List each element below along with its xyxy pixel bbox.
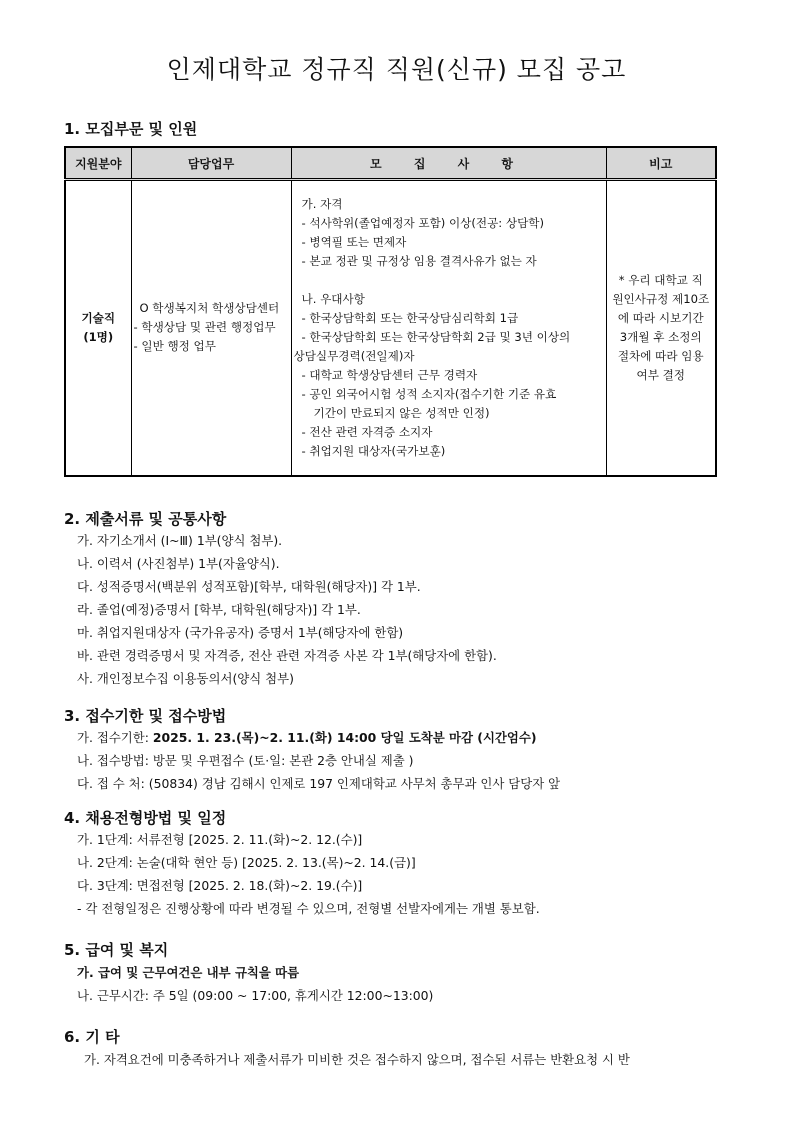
- schedule-item: 다. 3단계: 면접전형 [2025. 2. 18.(화)~2. 19.(수)]: [77, 878, 363, 893]
- page-title: 인제대학교 정규직 직원(신규) 모집 공고: [166, 55, 627, 84]
- section-4-heading: 4. 채용전형방법 및 일정: [64, 809, 227, 827]
- requirements-cell: [291, 180, 606, 476]
- note-line: 절차에 따라 임용: [617, 348, 704, 363]
- doc-item: 다. 성적증명서(백분위 성적포함)[학부, 대학원(해당자)] 각 1부.: [77, 579, 421, 594]
- header-note: 비고: [606, 147, 716, 180]
- deadline-item: [77, 730, 537, 746]
- preference-item: - 한국상담학회 또는 한국상담학회 2급 및 3년 이상의: [301, 329, 571, 344]
- doc-item: 라. 졸업(예정)증명서 [학부, 대학원(해당자)] 각 1부.: [77, 602, 361, 617]
- address-item: 다. 접 수 처: (50834) 경남 김해시 인제로 197 인제대학교 사무처 총무과 인사 담당자 앞: [77, 776, 561, 791]
- recruitment-table: [64, 146, 717, 477]
- section-3-heading: 3. 접수기한 및 접수방법: [64, 707, 227, 725]
- note-line: 여부 결정: [636, 367, 685, 382]
- table-header-row: [65, 147, 716, 180]
- doc-item: 사. 개인정보수집 이용동의서(양식 첨부): [77, 671, 294, 686]
- section-6-heading: 6. 기 타: [64, 1028, 120, 1046]
- doc-item: 바. 관련 경력증명서 및 자격증, 전산 관련 자격증 사본 각 1부(해당자에 한함).: [77, 648, 497, 663]
- preference-item: - 전산 관련 자격증 소지자: [301, 424, 433, 439]
- preferences-title: 나. 우대사항: [301, 291, 365, 306]
- preference-item: - 한국상담학회 또는 한국상담심리학회 1급: [301, 310, 519, 325]
- schedule-item: 나. 2단계: 논술(대학 현안 등) [2025. 2. 13.(목)~2. 14.(금)]: [77, 855, 416, 870]
- qualification-item: - 본교 정관 및 규정상 임용 결격사유가 없는 자: [301, 253, 537, 268]
- preference-item: - 대학교 학생상담센터 근무 경력자: [301, 367, 478, 382]
- header-field: 지원분야: [65, 147, 131, 180]
- salary-item: 가. 급여 및 근무여건은 내부 규칙을 따름: [77, 965, 300, 980]
- doc-item: 나. 이력서 (사진첨부) 1부(자율양식).: [77, 556, 280, 571]
- qualification-item: - 병역필 또는 면제자: [301, 234, 407, 249]
- section-5-heading: 5. 급여 및 복지: [64, 941, 169, 959]
- schedule-item: 가. 1단계: 서류전형 [2025. 2. 11.(화)~2. 12.(수)]: [77, 832, 363, 847]
- note-cell: [606, 180, 716, 476]
- schedule-note: - 각 전형일정은 진행상황에 따라 변경될 수 있으며, 전형별 선발자에게는 개별 통보함.: [77, 901, 540, 916]
- duty-item: - 일반 행정 업무: [133, 339, 216, 354]
- note-line: 3개월 후 소정의: [619, 329, 702, 344]
- table-row: [65, 180, 716, 476]
- qualification-item: - 석사학위(졸업예정자 포함) 이상(전공: 상담학): [301, 215, 545, 230]
- preference-item-cont: 기간이 만료되지 않은 성적만 인정): [313, 405, 490, 420]
- doc-item: 가. 자기소개서 (Ⅰ~Ⅲ) 1부(양식 첨부).: [77, 533, 283, 548]
- qualifications-title: 가. 자격: [301, 196, 343, 211]
- note-line: 에 따라 시보기간: [617, 310, 704, 325]
- method-item: 나. 접수방법: 방문 및 우편접수 (토·일: 본관 2층 안내실 제출 ): [77, 753, 414, 768]
- duty-cell: [131, 180, 291, 476]
- preference-item: - 취업지원 대상자(국가보훈): [301, 443, 446, 458]
- doc-item: 마. 취업지원대상자 (국가유공자) 증명서 1부(해당자에 한함): [77, 625, 404, 640]
- preference-item-cont: 상담실무경력(전일제)자: [293, 348, 415, 363]
- other-item: 가. 자격요건에 미충족하거나 제출서류가 미비한 것은 접수하지 않으며, 접수된 서류는 반환요청 시 반: [84, 1052, 630, 1067]
- field-count: (1명): [83, 329, 114, 344]
- deadline-label: 가. 접수기한:: [77, 730, 153, 745]
- hours-item: 나. 근무시간: 주 5일 (09:00 ~ 17:00, 휴게시간 12:00~13:00): [77, 988, 434, 1003]
- field-cell: [65, 180, 131, 476]
- note-line: * 우리 대학교 직: [618, 272, 703, 287]
- field-name: 기술직: [81, 310, 116, 325]
- duty-item: - 학생상담 및 관련 행정업무: [133, 320, 276, 335]
- section-2-heading: 2. 제출서류 및 공통사항: [64, 510, 227, 528]
- duty-item: O 학생복지처 학생상담센터: [139, 301, 280, 316]
- header-duty: 담당업무: [131, 147, 291, 180]
- section-1-heading: 1. 모집부문 및 인원: [64, 120, 198, 138]
- preference-item: - 공인 외국어시험 성적 소지자(접수기한 기준 유효: [301, 386, 557, 401]
- note-line: 원인사규정 제10조: [612, 291, 710, 306]
- header-requirements: 모 집 사 항: [291, 147, 606, 180]
- deadline-value: 2025. 1. 23.(목)~2. 11.(화) 14:00 당일 도착분 마감 (시간엄수): [152, 730, 537, 745]
